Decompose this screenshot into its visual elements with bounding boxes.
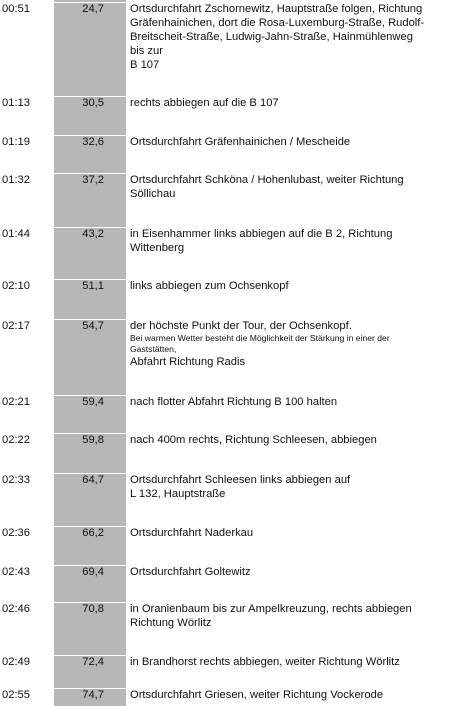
row-time: 02:17 bbox=[2, 320, 30, 332]
row-km: 59,4 bbox=[82, 396, 104, 408]
description-line: Ortsdurchfahrt Zschornewitz, Hauptstraße folgen, Richtung bbox=[130, 3, 423, 15]
row-description bbox=[130, 473, 456, 501]
description-line: Ortsdurchfahrt Gräfenhainichen / Mescheide bbox=[130, 136, 351, 148]
row-time: 02:21 bbox=[2, 396, 30, 408]
description-line: bis zur bbox=[130, 45, 163, 57]
row-time: 02:22 bbox=[2, 434, 30, 446]
table-row bbox=[0, 279, 458, 292]
row-description bbox=[130, 319, 456, 369]
description-line: links abbiegen zum Ochsenkopf bbox=[130, 280, 289, 292]
description-line: in Brandhorst rechts abbiegen, weiter Richtung Wörlitz bbox=[130, 656, 400, 668]
row-km: 30,5 bbox=[82, 97, 104, 109]
row-description bbox=[130, 96, 456, 110]
table-row bbox=[0, 433, 458, 446]
row-description bbox=[130, 395, 456, 409]
row-km: 69,4 bbox=[82, 566, 104, 578]
description-line: Richtung Wörlitz bbox=[130, 617, 212, 629]
table-row bbox=[0, 655, 458, 668]
row-description bbox=[130, 227, 456, 255]
row-time: 02:46 bbox=[2, 603, 30, 615]
table-row bbox=[0, 2, 458, 71]
description-line: in Oranienbaum bis zur Ampelkreuzung, rechts abbiegen bbox=[130, 603, 412, 615]
row-km: 74,7 bbox=[82, 689, 104, 701]
row-description bbox=[130, 565, 456, 579]
row-time: 01:13 bbox=[2, 97, 30, 109]
row-description bbox=[130, 433, 456, 447]
description-line: Gräfenhainichen, dort die Rosa-Luxemburg-Straße, Rudolf- bbox=[130, 17, 425, 29]
description-line: L 132, Hauptstraße bbox=[130, 488, 226, 500]
description-line: B 107 bbox=[130, 59, 160, 71]
description-line: in Eisenhammer links abbiegen auf die B 2, Richtung bbox=[130, 228, 393, 240]
description-line: Ortsdurchfahrt Schleesen links abbiegen auf bbox=[130, 474, 351, 486]
row-km: 37,2 bbox=[82, 174, 104, 186]
table-row bbox=[0, 227, 458, 254]
description-line: Abfahrt Richtung Radis bbox=[130, 356, 246, 368]
row-time: 02:55 bbox=[2, 689, 30, 701]
table-row bbox=[0, 565, 458, 578]
description-line: Söllichau bbox=[130, 188, 176, 200]
row-km: 32,6 bbox=[82, 136, 104, 148]
row-description bbox=[130, 688, 456, 702]
row-description bbox=[130, 173, 456, 201]
row-description bbox=[130, 526, 456, 540]
description-line: nach 400m rechts, Richtung Schleesen, abbiegen bbox=[130, 434, 377, 446]
description-line: Ortsdurchfahrt Goltewitz bbox=[130, 566, 251, 578]
table-row bbox=[0, 96, 458, 109]
row-time: 02:33 bbox=[2, 474, 30, 486]
table-row bbox=[0, 473, 458, 500]
table-row bbox=[0, 602, 458, 629]
row-description bbox=[130, 135, 456, 149]
row-time: 01:44 bbox=[2, 228, 30, 240]
row-km: 70,8 bbox=[82, 603, 104, 615]
description-line: rechts abbiegen auf die B 107 bbox=[130, 97, 279, 109]
table-row bbox=[0, 688, 458, 701]
row-km: 51,1 bbox=[82, 280, 104, 292]
row-km: 64,7 bbox=[82, 474, 104, 486]
table-row bbox=[0, 395, 458, 408]
description-line: nach flotter Abfahrt Richtung B 100 halten bbox=[130, 396, 338, 408]
description-line: Ortsdurchfahrt Naderkau bbox=[130, 527, 254, 539]
description-line: Ortsdurchfahrt Schköna / Hohenlubast, weiter Richtung bbox=[130, 174, 404, 186]
row-time: 02:36 bbox=[2, 527, 30, 539]
description-line: Bei warmen Wetter besteht die Möglichkeit der Stärkung in einer der bbox=[130, 333, 390, 343]
row-time: 01:19 bbox=[2, 136, 30, 148]
row-km: 72,4 bbox=[82, 656, 104, 668]
description-line: Wittenberg bbox=[130, 242, 185, 254]
row-description bbox=[130, 655, 456, 669]
row-description bbox=[130, 602, 456, 630]
row-km: 54,7 bbox=[82, 320, 104, 332]
table-row bbox=[0, 135, 458, 148]
row-description bbox=[130, 279, 456, 293]
row-description bbox=[130, 2, 456, 72]
row-time: 00:51 bbox=[2, 3, 30, 15]
table-row bbox=[0, 319, 458, 368]
row-km: 43,2 bbox=[82, 228, 104, 240]
row-km: 66,2 bbox=[82, 527, 104, 539]
description-line: Breitscheit-Straße, Ludwig-Jahn-Straße, Hainmühlenweg bbox=[130, 31, 413, 43]
description-line: Gaststätten, bbox=[130, 344, 177, 354]
row-time: 02:10 bbox=[2, 280, 30, 292]
row-time: 02:49 bbox=[2, 656, 30, 668]
row-time: 02:43 bbox=[2, 566, 30, 578]
table-row bbox=[0, 526, 458, 539]
row-time: 01:32 bbox=[2, 174, 30, 186]
description-line: der höchste Punkt der Tour, der Ochsenkopf. bbox=[130, 320, 352, 332]
row-km: 24,7 bbox=[82, 3, 104, 15]
table-row bbox=[0, 173, 458, 200]
description-line: Ortsdurchfahrt Griesen, weiter Richtung Vockerode bbox=[130, 689, 384, 701]
row-km: 59,8 bbox=[82, 434, 104, 446]
